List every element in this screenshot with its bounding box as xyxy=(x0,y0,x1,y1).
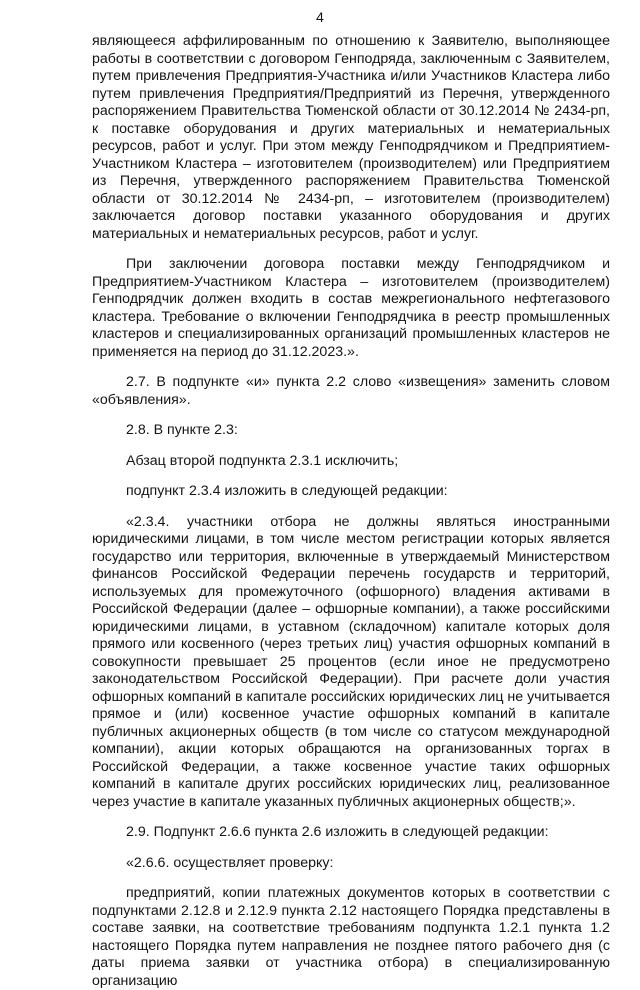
paragraph-2-9: 2.9. Подпункт 2.6.6 пункта 2.6 изложить в следующей редакции: xyxy=(126,824,549,840)
paragraph-general-contractor: При заключении договора поставки между Генподрядчиком и Предприятием-Участником Кластера – изготовителем (производителем) Генподрядчик должен входить в состав межрегионального нефтегазового кластера. Требование о включении Генподрядчика в реестр промышленных кластеров и специализированных организаций промышленных кластеров не применяется на период до 31.12.2023.». xyxy=(92,256,610,360)
paragraph-2-3-4-text: «2.3.4. участники отбора не должны являться иностранными юридическими лицами, в том числе местом регистрации которых является государство или территория, включенные в утверждаемый Министерством финансов Российской Федерации перечень государств и территорий, используемых для промежуточного (офшорного) владения активами в Российской Федерации (далее – офшорные компании), а также российскими юридическими лицами, в уставном (складочном) капитале которых доля прямого или косвенного (через третьих лиц) участия офшорных компаний в совокупности превышает 25 процентов (если иное не предусмотрено законодательством Российской Федерации). При расчете доли участия офшорных компаний в капитале российских юридических лиц не учитывается прямое и (или) косвенное участие офшорных компаний в капитале публичных акционерных обществ (в том числе со статусом международной компании), акции которых обращаются на организованных торгах в Российской Федерации, а также косвенное участие таких офшорных компаний в капитале других российских юридических лиц, реализованное через участие в капитале указанных публичных акционерных обществ;». xyxy=(92,513,610,810)
paragraph-2-6-6: «2.6.6. осуществляет проверку: xyxy=(126,854,334,871)
paragraph-continuation: являющееся аффилированным по отношению к Заявителю, выполняющее работы в соответствии с договором Генподряда, заключенным с Заявителем, путем привлечения Предприятия-Участника и/или Участников Кластера либо путем привлечения Предприятия/Предприятий из Перечня, утвержденного распоряжением Правительства Тюменской области от 30.12.2014 № 2434-рп, к поставке оборудования и других материальных и нематериальных ресурсов, работ и услуг. При этом между Генподрядчиком и Предприятием-Участником Кластера – изготовителем (производителем) или Предприятием из Перечня, утвержденного распоряжением Правительства Тюменской области от 30.12.2014 № 2434-рп, – изготовителем (производителем) заключается договор поставки указанного оборудования и других материальных и нематериальных ресурсов, работ и услуг. xyxy=(92,33,610,242)
paragraph-2-8: 2.8. В пункте 2.3: xyxy=(126,422,238,438)
paragraph-2-3-4-intro: подпункт 2.3.4 изложить в следующей редакции: xyxy=(126,483,448,499)
paragraph-2-7: 2.7. В подпункте «и» пункта 2.2 слово «извещения» заменить словом «объявления». xyxy=(92,374,610,408)
paragraph-enterprises-check: предприятий, копии платежных документов которых в соответствии с подпунктами 2.12.8 и 2.12.9 пункта 2.12 настоящего Порядка представлены в составе заявки, на соответствие требованиям подпункта 1.2.1 пункта 1.2 настоящего Порядка путем направления не позднее пятого рабочего дня (с даты приема заявки от участника отбора) в специализированную организацию xyxy=(92,885,610,989)
page-number: 4 xyxy=(316,10,324,26)
paragraph-2-3-1: Абзац второй подпункта 2.3.1 исключить; xyxy=(126,452,399,469)
